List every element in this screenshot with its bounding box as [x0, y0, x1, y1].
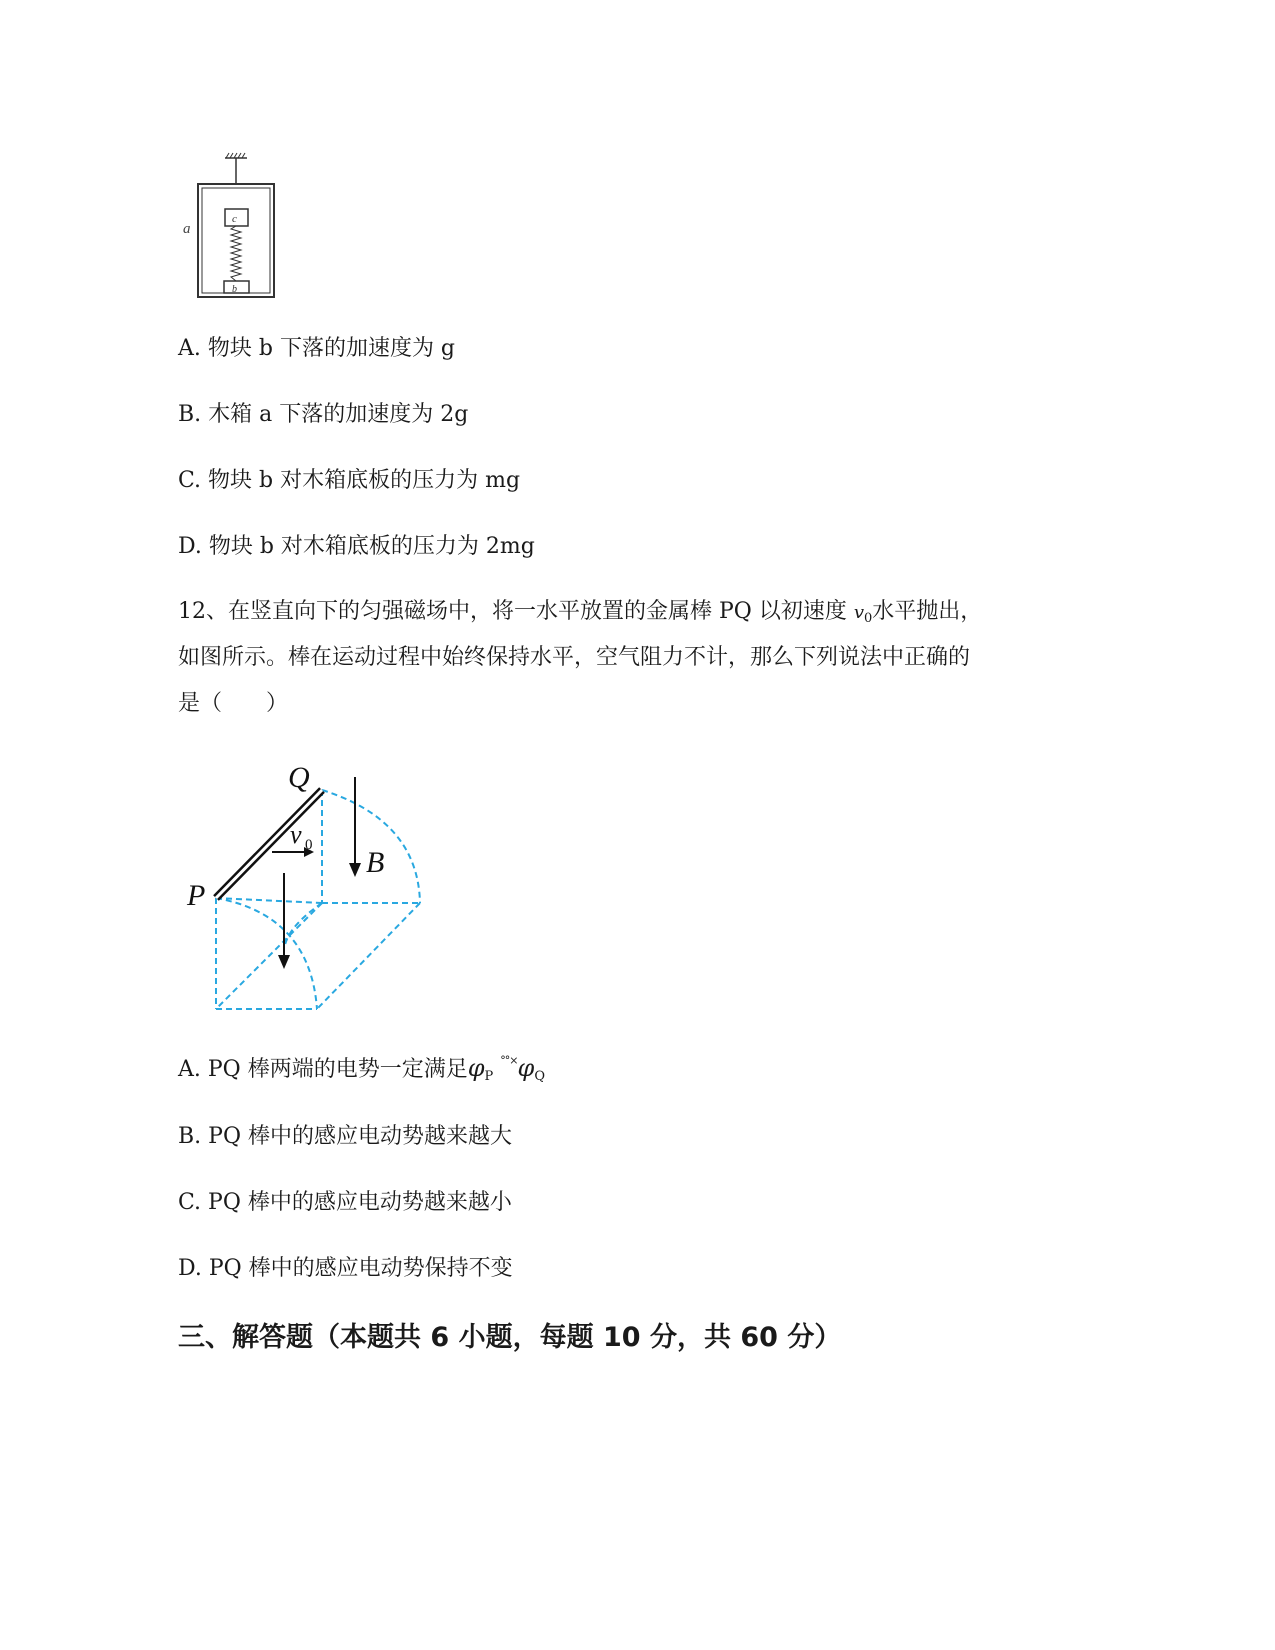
q11-option-c: C. 物块 b 对木箱底板的压力为 mg — [178, 468, 521, 493]
q12-option-d: D. PQ 棒中的感应电动势保持不变 — [178, 1256, 513, 1281]
field-arrow-b-icon — [349, 777, 361, 877]
q12-stem-line1-post: 水平抛出， — [872, 599, 983, 624]
q12-option-a — [178, 1053, 545, 1085]
phi-p-subscript: P — [484, 1069, 494, 1084]
spring — [231, 226, 241, 281]
phi-q-subscript: Q — [534, 1069, 545, 1084]
q11-option-d: D. 物块 b 对木箱底板的压力为 2mg — [178, 534, 535, 559]
q11-option-b: B. 木箱 a 下落的加速度为 2g — [178, 402, 469, 427]
rod-magnetic-field-figure — [180, 755, 440, 1015]
q12-stem-line3: 是（ ） — [178, 691, 289, 716]
garbled-relation-symbol: °°× — [500, 1054, 518, 1067]
wooden-box-inner — [202, 188, 270, 293]
v0-subscript: 0 — [864, 611, 873, 626]
field-arrow-lower-icon — [278, 873, 290, 969]
q12-option-a-text: A. PQ 棒两端的电势一定满足 — [178, 1057, 468, 1082]
label-v-sub: 0 — [305, 837, 313, 853]
label-c: c — [232, 213, 237, 225]
q11-option-a: A. 物块 b 下落的加速度为 g — [178, 336, 456, 361]
trajectory-dashed-box — [216, 790, 420, 1009]
box-spring-figure — [180, 150, 290, 305]
q12-option-c: C. PQ 棒中的感应电动势越来越小 — [178, 1190, 512, 1215]
q12-option-b: B. PQ 棒中的感应电动势越来越大 — [178, 1124, 512, 1149]
phi-p-symbol: φ — [467, 1054, 485, 1082]
q12-stem-line2: 如图所示。棒在运动过程中始终保持水平，空气阻力不计，那么下列说法中正确的 — [178, 645, 971, 670]
label-a: a — [183, 221, 191, 237]
label-q: Q — [288, 761, 310, 794]
phi-q-symbol: φ — [517, 1054, 535, 1082]
v0-symbol: v — [853, 602, 864, 623]
q12-stem-line1 — [178, 597, 982, 628]
q12-stem-line1-pre: 12、在竖直向下的匀强磁场中，将一水平放置的金属棒 PQ 以初速度 — [178, 599, 847, 624]
label-v: v — [290, 820, 302, 849]
label-b-field: B — [366, 846, 385, 879]
label-p: P — [187, 879, 206, 912]
section-3-heading: 三、解答题（本题共 6 小题，每题 10 分，共 60 分） — [178, 1322, 842, 1353]
wooden-box-a — [198, 184, 274, 297]
label-b: b — [232, 284, 237, 295]
